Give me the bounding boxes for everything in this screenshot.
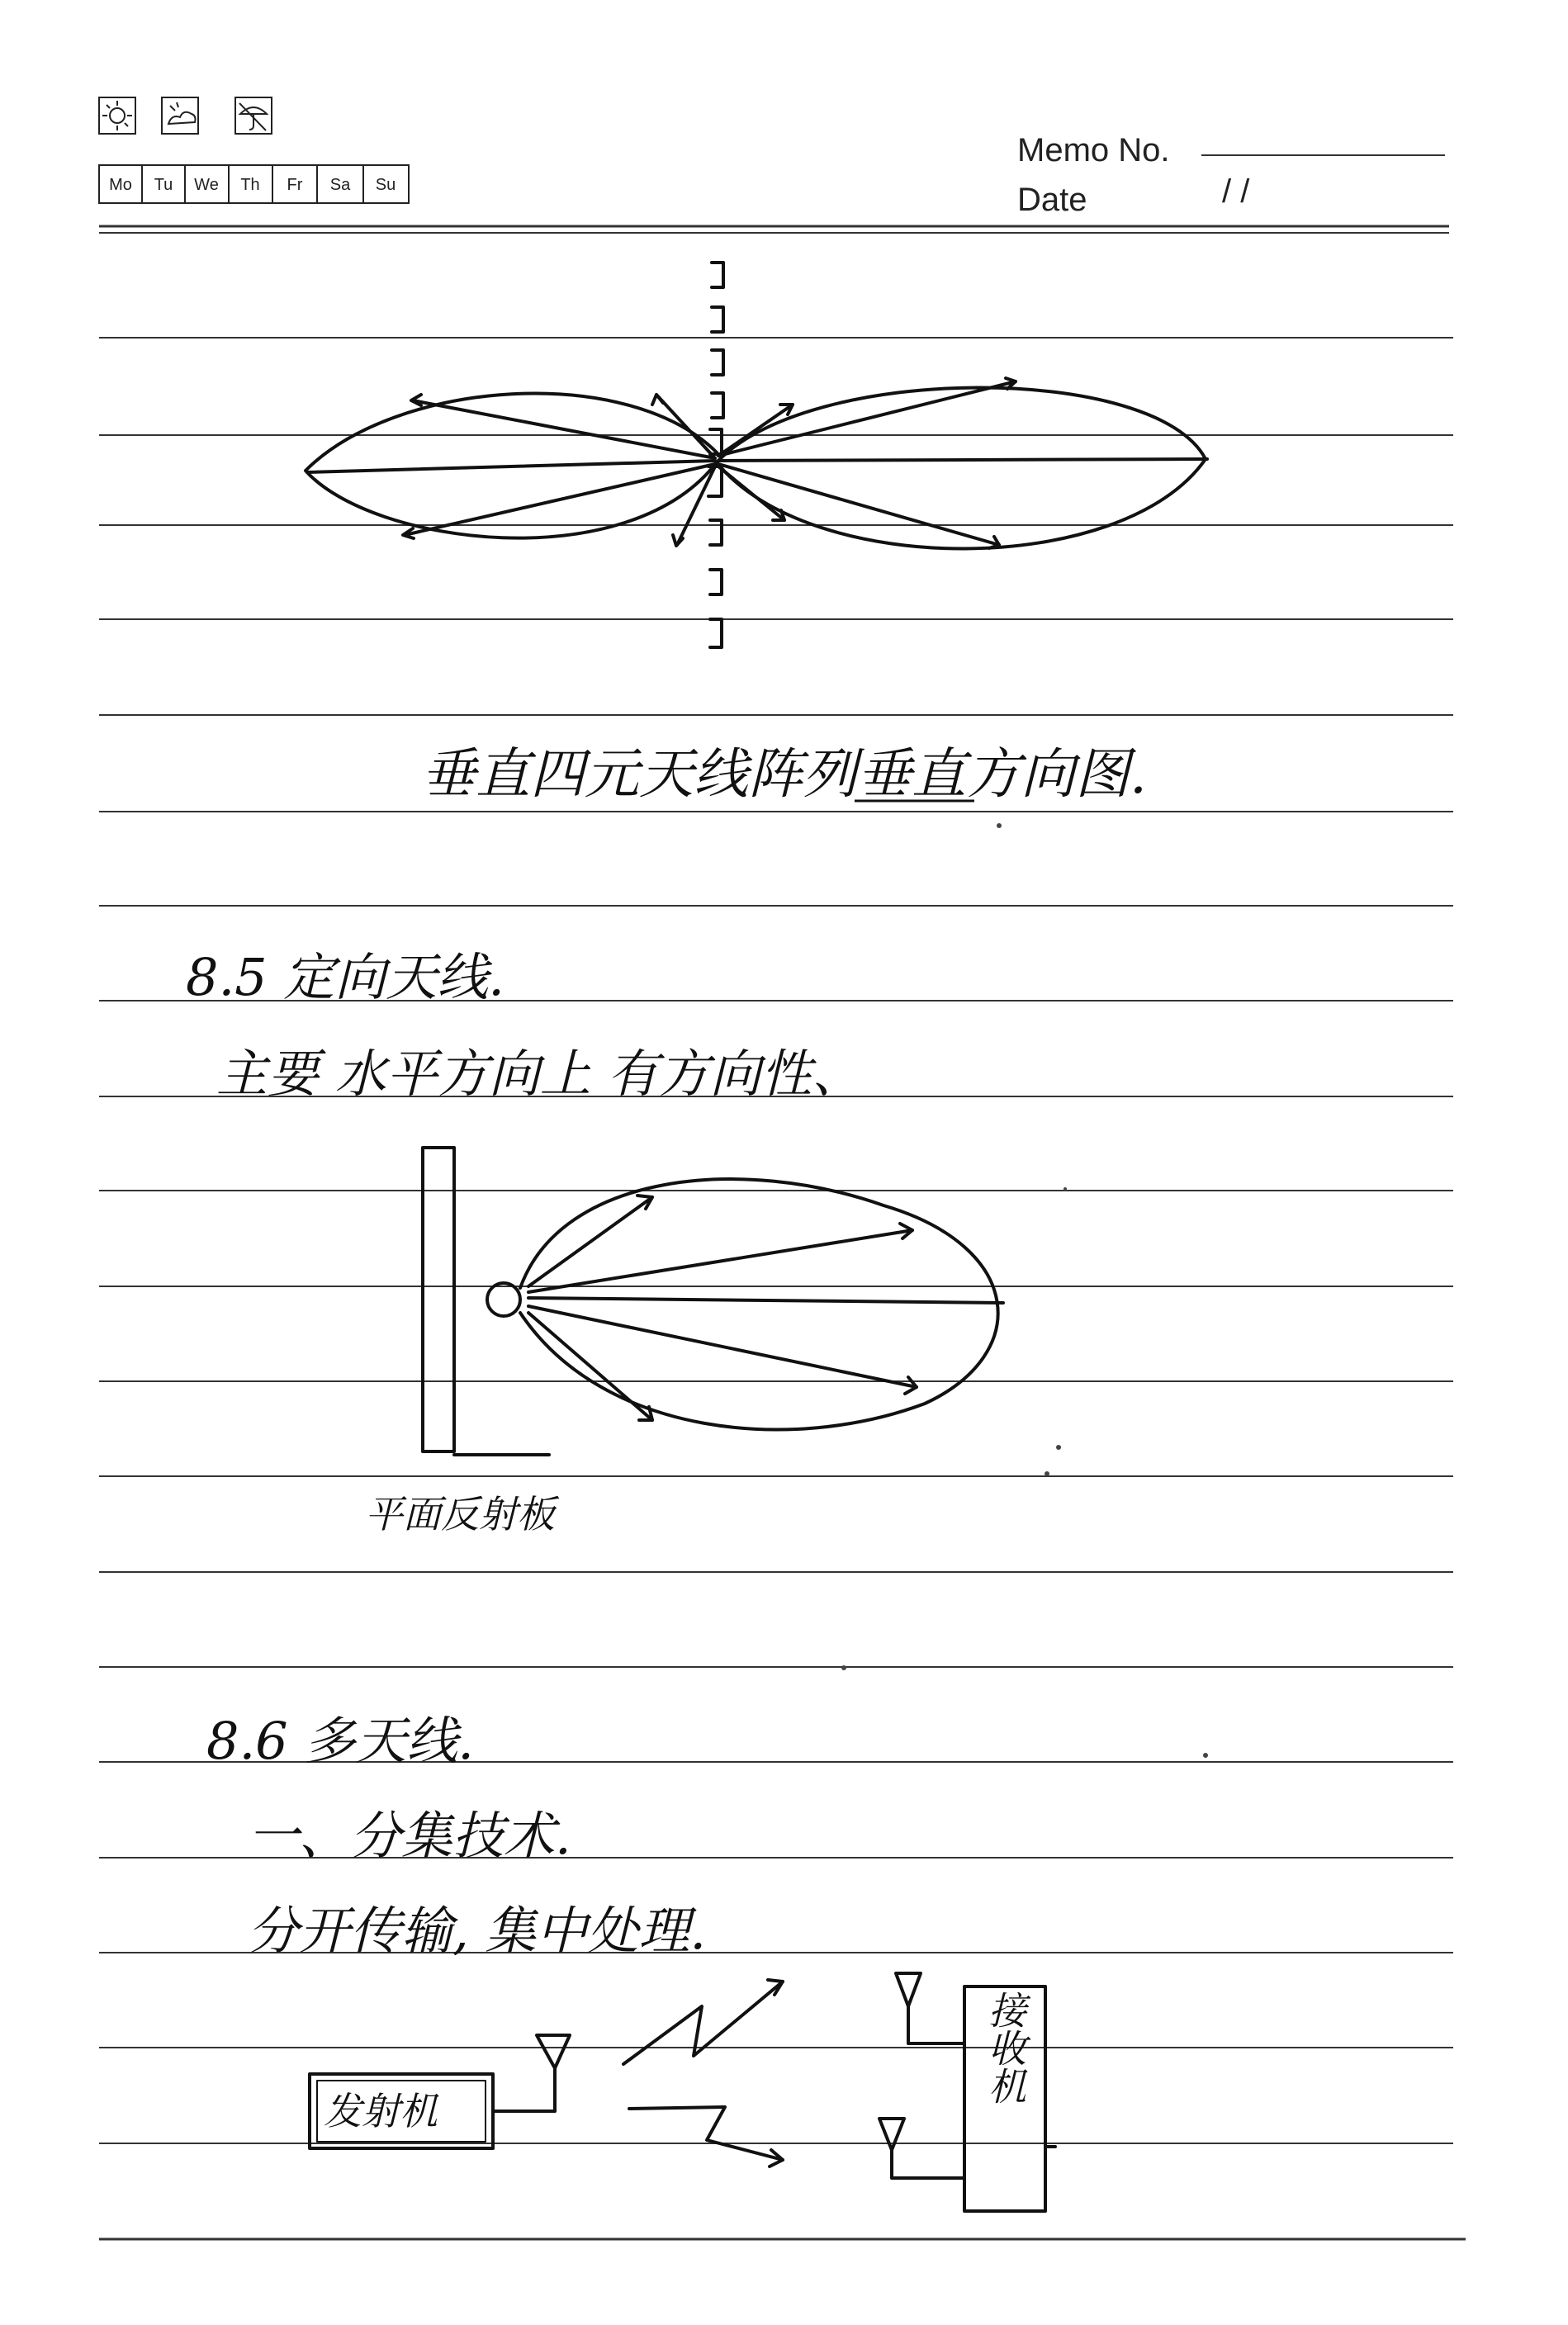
directional-lobe [520, 1179, 998, 1429]
paper-specks [841, 823, 1208, 1758]
right-lobe-rays [718, 378, 1207, 548]
weekday-we: We [194, 176, 219, 194]
section-8-6-note: 分开传输, 集中处理. [248, 1901, 707, 1961]
date-value: / / [1222, 173, 1250, 210]
figure1-array-pattern [306, 263, 1207, 647]
memo-date-block [1017, 132, 1445, 218]
section-8-5-note: 主要 水平方向上 有方向性、 [216, 1044, 864, 1104]
rx-antenna-lower [879, 2119, 964, 2178]
rx-antenna-upper [896, 1973, 964, 2043]
signal-path-lower [629, 2107, 783, 2160]
memo-label: Memo No. [1017, 132, 1170, 168]
weekday-row [99, 165, 409, 203]
reflector-plate [423, 1148, 454, 1451]
weekday-su: Su [375, 176, 396, 194]
section-8-6-heading: 8.6 多天线. [206, 1711, 475, 1771]
feed-element [487, 1283, 520, 1316]
weekday-mo: Mo [109, 176, 132, 194]
receiver-label: 接收机 [983, 1991, 1027, 2105]
weekday-sa: Sa [329, 176, 351, 194]
weekday-th: Th [240, 176, 260, 194]
date-label: Date [1017, 182, 1087, 218]
section-8-6-subheading: 一、分集技术. [248, 1806, 571, 1866]
signal-path-upper [623, 1982, 783, 2064]
weekday-tu: Tu [154, 176, 173, 194]
left-lobe-rays [307, 395, 715, 546]
figure2-directional-antenna [423, 1148, 1003, 1455]
sun-icon [99, 97, 135, 134]
transmitter-label: 发射机 [324, 2089, 438, 2133]
reflector-label: 平面反射板 [365, 1492, 555, 1537]
cloud-icon [162, 97, 198, 134]
section-8-5-heading: 8.5 定向天线. [186, 947, 505, 1007]
weather-icons [99, 97, 272, 134]
tx-antenna [493, 2035, 570, 2111]
weekday-fr: Fr [287, 176, 303, 194]
figure1-caption: 垂直四元天线阵列垂直方向图. [421, 742, 1147, 806]
umbrella-icon [235, 97, 272, 134]
